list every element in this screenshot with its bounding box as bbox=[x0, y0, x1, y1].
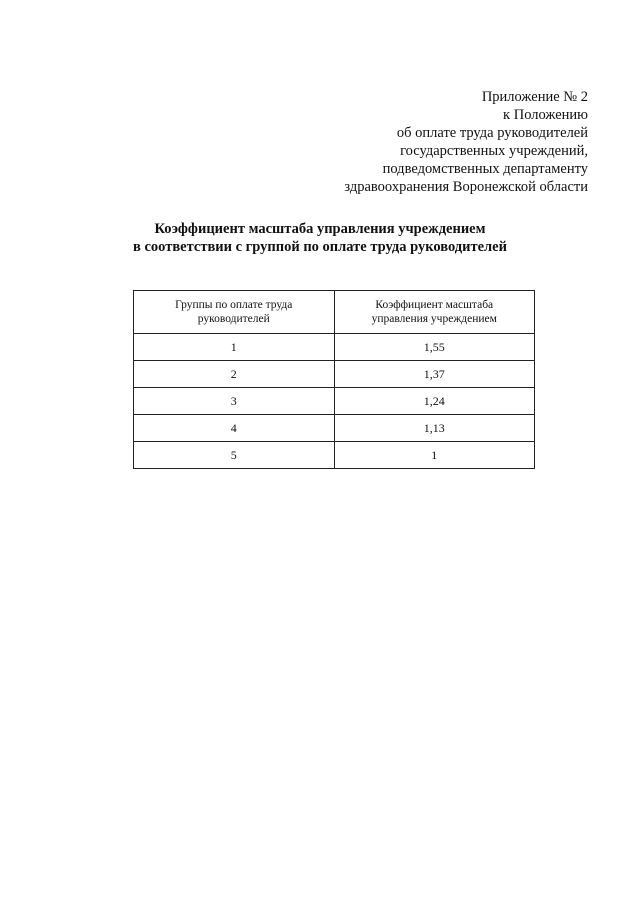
group-cell: 4 bbox=[134, 415, 335, 442]
appendix-line: Приложение № 2 bbox=[481, 89, 588, 105]
table-row bbox=[134, 415, 535, 442]
header-text: руководителей bbox=[197, 313, 270, 325]
appendix-line: об оплате труда руководителей bbox=[396, 125, 588, 141]
table-row bbox=[134, 442, 535, 469]
coefficient-cell: 1 bbox=[334, 442, 534, 469]
appendix-line: подведомственных департаменту bbox=[382, 161, 588, 177]
appendix-header bbox=[344, 88, 588, 196]
group-cell: 2 bbox=[134, 361, 335, 388]
table-header-row bbox=[134, 291, 535, 334]
appendix-line: к Положению bbox=[503, 107, 588, 123]
table-row bbox=[134, 388, 535, 415]
coefficient-cell: 1,55 bbox=[334, 334, 534, 361]
title-line-2: в соответствии с группой по оплате труда руководителей bbox=[133, 239, 507, 255]
coefficient-column-header bbox=[334, 291, 534, 334]
group-column-header bbox=[134, 291, 335, 334]
group-cell: 1 bbox=[134, 334, 335, 361]
header-text: Группы по оплате труда bbox=[175, 299, 293, 311]
appendix-line: государственных учреждений, bbox=[400, 143, 588, 159]
group-cell: 3 bbox=[134, 388, 335, 415]
header-text: управления учреждением bbox=[371, 313, 497, 325]
document-title bbox=[0, 220, 640, 256]
title-line-1: Коэффициент масштаба управления учреждением bbox=[154, 221, 486, 237]
table-row bbox=[134, 334, 535, 361]
coefficient-cell: 1,24 bbox=[334, 388, 534, 415]
group-cell: 5 bbox=[134, 442, 335, 469]
table-row bbox=[134, 361, 535, 388]
coefficient-cell: 1,13 bbox=[334, 415, 534, 442]
appendix-line: здравоохранения Воронежской области bbox=[344, 179, 588, 195]
header-text: Коэффициент масштаба bbox=[375, 299, 494, 311]
coefficient-cell: 1,37 bbox=[334, 361, 534, 388]
coefficient-table bbox=[133, 290, 535, 469]
